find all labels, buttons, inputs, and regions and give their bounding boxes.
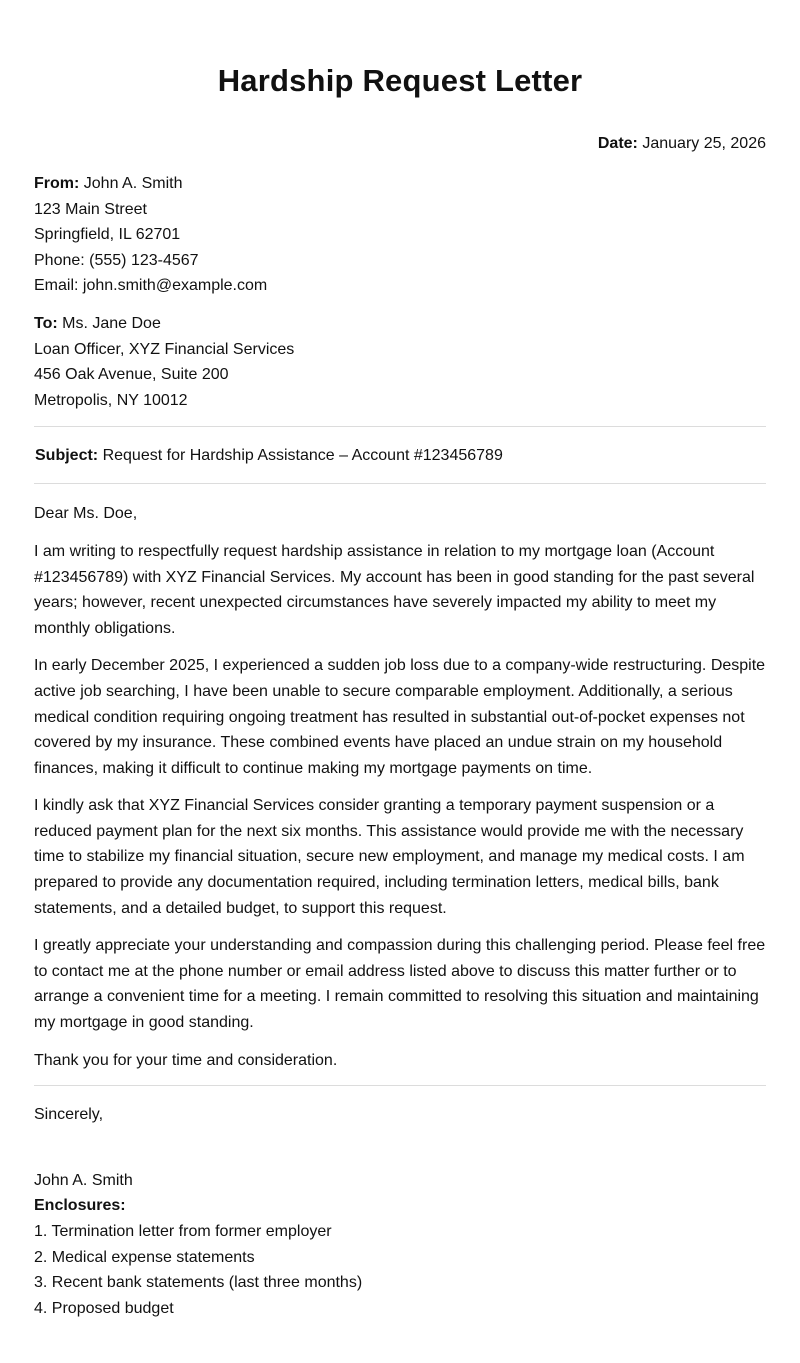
subject-label: Subject:	[35, 447, 99, 465]
salutation: Dear Ms. Doe,	[34, 505, 138, 523]
body-paragraph-4: I greatly appreciate your understanding and compassion during this challenging period. Please feel free to contact me at the phone number or email address listed above to discuss this matter further or to arrange a convenient time for a meeting. I remain committed to resolving this situation and maintaining my mortgage in good standing.	[34, 937, 766, 1032]
subject-line	[34, 427, 766, 483]
page-title: Hardship Request Letter	[217, 63, 583, 98]
sender-block	[34, 171, 766, 299]
date-line	[34, 134, 766, 154]
from-label: From:	[34, 175, 80, 192]
recipient-name-line	[34, 311, 766, 337]
signature-block	[34, 1102, 766, 1321]
sender-name-line	[34, 171, 766, 197]
date-label: Date:	[597, 135, 638, 152]
sender-phone: Phone: (555) 123-4567	[34, 251, 199, 269]
sender-street: 123 Main Street	[34, 200, 147, 218]
thank-you-line: Thank you for your time and consideration.	[34, 1051, 338, 1069]
enclosure-item: 4. Proposed budget	[34, 1299, 174, 1317]
date-value: January 25, 2026	[642, 135, 766, 152]
recipient-city: Metropolis, NY 10012	[34, 391, 188, 409]
enclosures-label: Enclosures:	[34, 1197, 126, 1215]
enclosure-item: 2. Medical expense statements	[34, 1248, 255, 1266]
closing-divider	[34, 1085, 766, 1086]
subject-value: Request for Hardship Assistance – Account #123456789	[102, 447, 503, 465]
recipient-position: Loan Officer, XYZ Financial Services	[34, 340, 295, 358]
enclosures-list	[34, 1219, 766, 1321]
body-paragraph-3: I kindly ask that XYZ Financial Services consider granting a temporary payment suspension or a reduced payment plan for the next six months. This assistance would provide me with the necessary time to stabilize my financial situation, secure new employment, and manage my medical costs. I am prepared to provide any documentation required, including termination letters, medical bills, bank statements, and a detailed budget, to support this request.	[34, 797, 745, 917]
letter-body	[34, 501, 766, 1073]
to-label: To:	[34, 314, 58, 332]
sender-city: Springfield, IL 62701	[34, 226, 181, 244]
signature-name: John A. Smith	[34, 1171, 133, 1189]
closing: Sincerely,	[34, 1106, 104, 1124]
recipient-street: 456 Oak Avenue, Suite 200	[34, 366, 229, 384]
enclosure-item: 1. Termination letter from former employer	[34, 1223, 332, 1240]
letter-page	[34, 0, 766, 1321]
enclosure-item: 3. Recent bank statements (last three months)	[34, 1274, 363, 1292]
recipient-block	[34, 311, 766, 413]
body-paragraph-2: In early December 2025, I experienced a sudden job loss due to a company-wide restructuring. Despite active job searching, I have been unable to secure comparable employment. Additionally, a serious medical condition requiring ongoing treatment has resulted in substantial out-of-pocket expenses not covered by my insurance. These combined events have placed an undue strain on my household finances, making it difficult to continue making my mortgage payments on time.	[34, 657, 766, 777]
sender-name: John A. Smith	[83, 175, 183, 192]
recipient-name: Ms. Jane Doe	[62, 314, 161, 332]
subject-bottom-divider	[34, 483, 766, 484]
sender-email: Email: john.smith@example.com	[34, 277, 268, 295]
body-paragraph-1: I am writing to respectfully request hardship assistance in relation to my mortgage loan (Account #123456789) with XYZ Financial Services. My account has been in good standing for the past several years; however, recent unexpected circumstances have severely impacted my ability to meet my monthly obligations.	[34, 542, 755, 637]
